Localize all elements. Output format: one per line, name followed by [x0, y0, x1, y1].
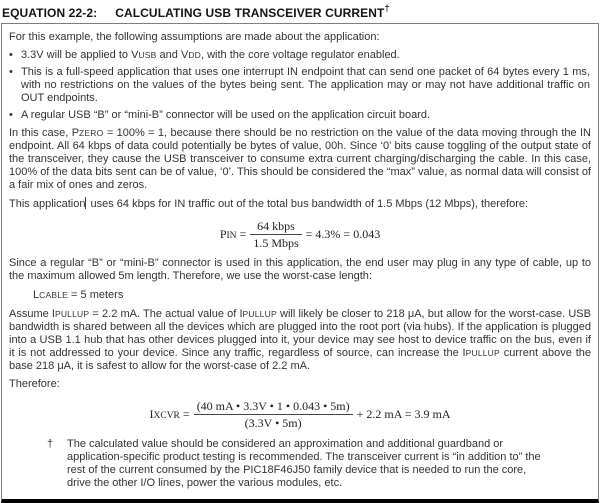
pin-equation-rhs: = 4.3% = 0.043 [305, 227, 381, 241]
ixcvr-equation-lhs: IXCVR = [149, 407, 190, 421]
denominator: (3.3V • 5m) [244, 416, 302, 430]
pin-equation [9, 219, 591, 250]
equation-number-label: EQUATION 22-2: [2, 6, 98, 20]
ixcvr-equation-rhs: + 2.2 mA = 3.9 mA [356, 407, 451, 421]
assumption-connector: A regular USB “B” or “mini-B” connector will be used on the application circuit board. [21, 109, 431, 121]
pzero-paragraph: In this case, PZERO = 100% = 1, because there should be no restriction on the value of the data moving through the IN endpoint. All 64 kbps of data could potentially be bytes of value, 00h. Since ‘0’ bits cause toggling of the output state of the transceiver, they cause the USB transceiver to consume extra current charging/discharging the cable. In this case, 100% of the data bits sent can be of value, ‘0’. This should be considered the “max” value, as normal data will consist of a fair mix of ones and zeros. [9, 127, 591, 191]
list-item [9, 66, 591, 105]
footnote-dagger: † [47, 438, 54, 450]
denominator: 1.5 Mbps [253, 236, 299, 250]
equation-title-main: CALCULATING USB TRANSCEIVER CURRENT [115, 6, 385, 20]
ipullup-paragraph: Assume IPULLUP = 2.2 mA. The actual value of IPULLUP will likely be closer to 218 μA, but allow for the worst-case. USB bandwidth is shared between all the devices which are plugged into the root port (via hubs). If the application is plugged into a USB 1.1 hub that has other devices plugged into it, your device may see host to device traffic on the bus, even if it is not addressed to your device. Since any traffic, regardless of source, can increase the IPULLUP current above the base 218 μA, it is safest to allow for the worst-case of 2.2 mA. [9, 308, 591, 372]
ixcvr-equation [9, 399, 591, 430]
bullet-icon: • [9, 109, 13, 121]
numerator: 64 kbps [250, 219, 301, 235]
assumption-list [9, 49, 591, 122]
bandwidth-paragraph: This application uses 64 kbps for IN traffic out of the total bus bandwidth of 1.5 Mbps (12 Mbps), therefore: [9, 198, 529, 210]
equation-title [0, 0, 600, 23]
intro-paragraph: For this example, the following assumptions are made about the application: [9, 31, 380, 43]
assumption-endpoint: This is a full-speed application that uses one interrupt IN endpoint that can send one packet of 64 bytes every 1 ms, with no restrictions on the values of the bytes being sent. The application may or may not have additional traffic on OUT endpoints. [21, 66, 590, 104]
assumption-voltage: 3.3V will be applied to VUSB and VDD, with the core voltage regulator enabled. [21, 49, 400, 61]
fraction [250, 219, 301, 250]
footnote-text: The calculated value should be considered an approximation and additional guardband or application-specific product testing is recommended. The transceiver current is “in addition to” the rest of the current consumed by the PIC18F46J50 family device that is needed to run the core, drive the other I/O lines, power the various modules, etc. [67, 438, 541, 489]
fraction [194, 399, 353, 430]
list-item [9, 49, 591, 62]
therefore-line: Therefore: [9, 378, 60, 390]
list-item [9, 109, 591, 122]
bullet-icon: • [9, 49, 13, 61]
equation-title-text [115, 4, 389, 20]
footnote [47, 438, 591, 490]
numerator: (40 mA • 3.3V • 1 • 0.043 • 5m) [194, 399, 353, 415]
equation-box [1, 23, 599, 503]
lcable-line: LCABLE = 5 meters [33, 289, 124, 301]
connector-paragraph: Since a regular “B” or “mini-B” connector is used in this application, the end user may plug in any type of cable, up to the maximum allowed 5m length. Therefore, we use the worst-case length: [9, 257, 591, 282]
pin-equation-lhs: PIN = [219, 227, 247, 241]
bullet-icon: • [9, 66, 13, 78]
dagger-superscript: † [384, 3, 390, 13]
